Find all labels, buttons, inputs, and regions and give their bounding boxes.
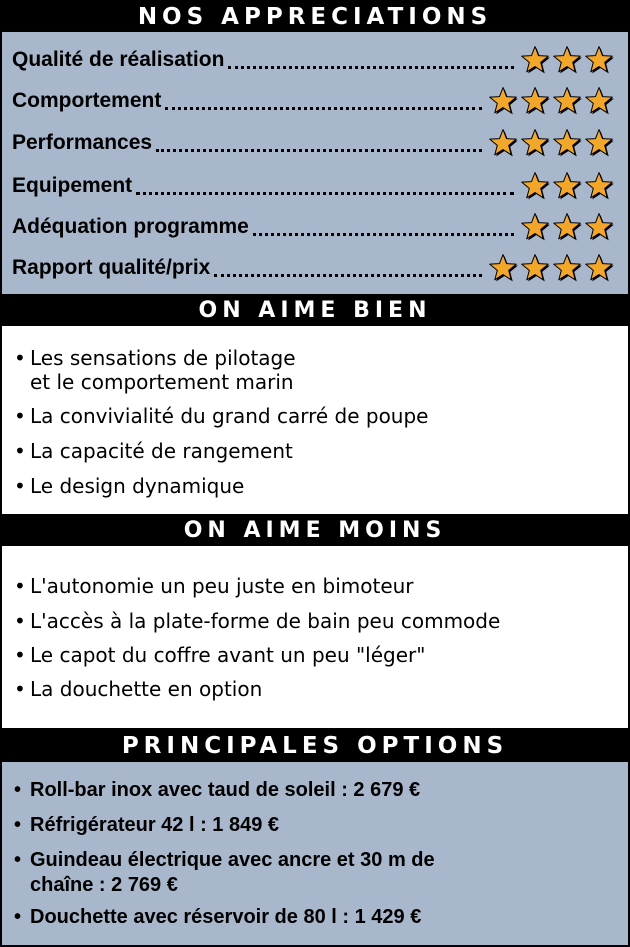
options-panel bbox=[2, 762, 628, 945]
star-icon bbox=[520, 171, 550, 201]
star-icon bbox=[584, 212, 614, 242]
likes-panel bbox=[2, 326, 628, 514]
rating-label: Rapport qualité/prix bbox=[12, 256, 211, 279]
rating-row bbox=[12, 81, 614, 121]
star-rating bbox=[518, 212, 614, 242]
star-rating bbox=[486, 253, 614, 283]
option-text: Douchette avec réservoir de 80 l : 1 429 € bbox=[30, 906, 422, 928]
item-text: et le comportement marin bbox=[30, 370, 294, 394]
star-icon bbox=[520, 86, 550, 116]
dot-leader bbox=[253, 219, 514, 236]
star-icon bbox=[552, 45, 582, 75]
list-item bbox=[14, 404, 618, 428]
star-rating bbox=[518, 45, 614, 75]
star-icon bbox=[552, 212, 582, 242]
list-item bbox=[14, 346, 618, 394]
star-icon bbox=[520, 212, 550, 242]
star-icon bbox=[520, 128, 550, 158]
item-text: La convivialité du grand carré de poupe bbox=[30, 404, 429, 428]
bullet: • bbox=[14, 849, 22, 871]
list-item bbox=[14, 643, 618, 667]
bullet: • bbox=[14, 643, 26, 667]
list-item bbox=[14, 574, 618, 598]
option-item bbox=[14, 813, 618, 838]
star-rating bbox=[518, 171, 614, 201]
ratings-panel bbox=[2, 32, 628, 294]
rating-label: Equipement bbox=[12, 174, 133, 197]
dot-leader bbox=[228, 52, 514, 69]
likes-header: ON AIME BIEN bbox=[2, 294, 628, 326]
star-icon bbox=[584, 128, 614, 158]
option-text: Roll-bar inox avec taud de soleil : 2 679 € bbox=[30, 779, 421, 801]
list-item bbox=[14, 474, 618, 498]
rating-label: Comportement bbox=[12, 89, 162, 112]
bullet: • bbox=[14, 439, 26, 463]
dot-leader bbox=[165, 93, 482, 110]
appreciations-header: NOS APPRECIATIONS bbox=[2, 2, 628, 32]
star-rating bbox=[486, 128, 614, 158]
rating-label: Performances bbox=[12, 131, 153, 154]
rating-row bbox=[12, 40, 614, 80]
item-text: L'accès à la plate-forme de bain peu commode bbox=[30, 609, 501, 633]
bullet: • bbox=[14, 677, 26, 701]
star-icon bbox=[488, 86, 518, 116]
dot-leader bbox=[156, 135, 482, 152]
star-icon bbox=[584, 45, 614, 75]
option-item bbox=[14, 905, 618, 930]
rating-row bbox=[12, 123, 614, 163]
list-item bbox=[14, 609, 618, 633]
rating-row bbox=[12, 166, 614, 206]
star-icon bbox=[552, 86, 582, 116]
option-item bbox=[14, 848, 618, 898]
star-icon bbox=[584, 86, 614, 116]
star-rating bbox=[486, 86, 614, 116]
item-text: La capacité de rangement bbox=[30, 439, 293, 463]
item-text: Le design dynamique bbox=[30, 474, 245, 498]
star-icon bbox=[552, 128, 582, 158]
option-item bbox=[14, 778, 618, 803]
option-text: chaîne : 2 769 € bbox=[30, 874, 178, 896]
dislikes-header: ON AIME MOINS bbox=[2, 514, 628, 546]
star-icon bbox=[552, 253, 582, 283]
bullet: • bbox=[14, 906, 22, 928]
star-icon bbox=[520, 45, 550, 75]
star-icon bbox=[488, 128, 518, 158]
bullet: • bbox=[14, 814, 22, 836]
dislikes-panel bbox=[2, 546, 628, 728]
item-text: La douchette en option bbox=[30, 677, 263, 701]
star-icon bbox=[552, 171, 582, 201]
dot-leader bbox=[136, 178, 514, 195]
star-icon bbox=[488, 253, 518, 283]
bullet: • bbox=[14, 346, 26, 370]
bullet: • bbox=[14, 474, 26, 498]
bullet: • bbox=[14, 574, 26, 598]
star-icon bbox=[584, 253, 614, 283]
bullet: • bbox=[14, 779, 22, 801]
rating-row bbox=[12, 207, 614, 247]
item-text: Les sensations de pilotage bbox=[30, 346, 296, 370]
list-item bbox=[14, 677, 618, 701]
item-text: Le capot du coffre avant un peu "léger" bbox=[30, 643, 426, 667]
bullet: • bbox=[14, 404, 26, 428]
bullet: • bbox=[14, 609, 26, 633]
rating-label: Adéquation programme bbox=[12, 215, 249, 238]
rating-row bbox=[12, 248, 614, 288]
star-icon bbox=[520, 253, 550, 283]
dot-leader bbox=[214, 260, 482, 277]
rating-label: Qualité de réalisation bbox=[12, 48, 225, 71]
option-text: Réfrigérateur 42 l : 1 849 € bbox=[30, 814, 280, 836]
options-header: PRINCIPALES OPTIONS bbox=[2, 728, 628, 762]
star-icon bbox=[584, 171, 614, 201]
item-text: L'autonomie un peu juste en bimoteur bbox=[30, 574, 414, 598]
list-item bbox=[14, 439, 618, 463]
option-text: Guindeau électrique avec ancre et 30 m de bbox=[30, 849, 435, 871]
